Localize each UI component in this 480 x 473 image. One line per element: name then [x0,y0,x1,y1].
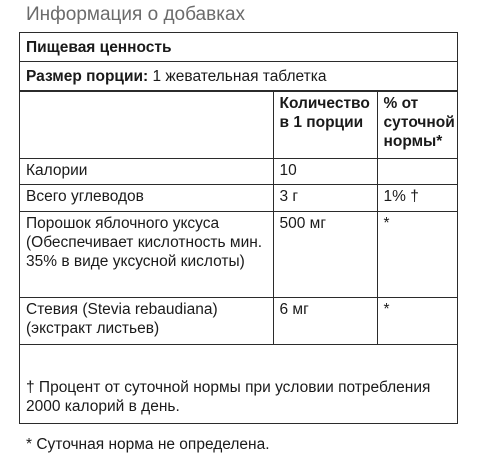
nutrient-dv: 1% † [377,185,457,212]
nutrition-heading: Пищевая ценность [26,39,172,56]
nutrient-name: Порошок яблочного уксуса (Обеспечивает кислотность мин. 35% в виде уксусной кислоты) [20,212,273,298]
dagger-footnote: † Процент от суточной нормы при условии потребления 2000 калорий в день. [26,379,431,415]
nutrient-dv: * [377,298,457,345]
header-name-cell [20,92,273,159]
nutrient-name: Всего углеводов [20,185,273,212]
nutrient-amount: 500 мг [273,212,377,298]
table-row [20,212,457,298]
asterisk-footnote: * Суточная норма не определена. [26,436,270,453]
footnotes [20,357,457,453]
page-title: Информация о добавках [26,4,246,25]
serving-size-value: 1 жевательная таблетка [148,68,327,85]
table-header-row [20,92,457,159]
table-row [20,185,457,212]
header-amount-cell: Количество в 1 порции [273,92,377,159]
nutrient-dv [377,159,457,185]
serving-size-row [20,62,457,91]
nutrition-heading-row [20,33,457,62]
nutrition-table [20,91,457,345]
serving-size-label: Размер порции: [26,68,149,85]
nutrient-amount: 6 мг [273,298,377,345]
nutrient-name: Калории [20,159,273,185]
table-row [20,159,457,185]
nutrient-amount: 10 [273,159,377,185]
table-row [20,298,457,345]
nutrient-dv: * [377,212,457,298]
supplement-facts-panel [19,32,458,453]
nutrient-amount: 3 г [273,185,377,212]
header-dv-cell: % от суточной нормы* [377,92,457,159]
nutrient-name: Стевия (Stevia rebaudiana) (экстракт листьев) [20,298,273,345]
